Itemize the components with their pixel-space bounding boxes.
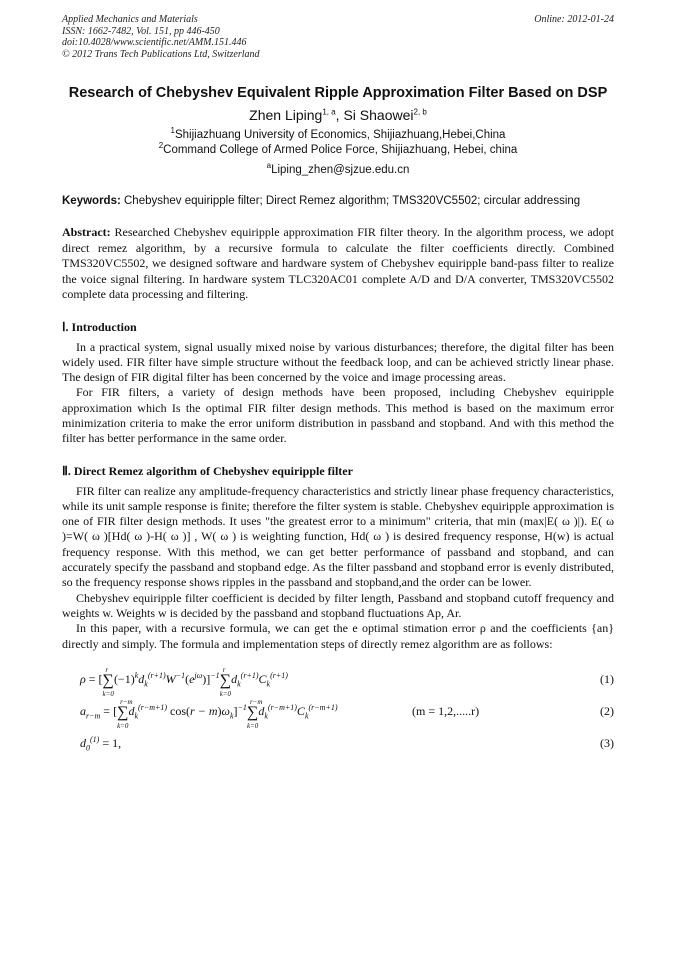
- keywords: [62, 194, 614, 208]
- equation-3-body: $d_0^{(1)} = 1$,: [80, 734, 122, 753]
- equation-number: (3): [600, 735, 614, 750]
- paragraph: In a practical system, signal usually mixed noise by various disturbances; therefore, the digital filter has been widely used. FIR filter have simple structure without the feedback loop, and can be achieved strictly linear phase. The design of FIR digital filter has been concerned by the voice and image processing areas.: [62, 339, 614, 385]
- issn-line: ISSN: 1662-7482, Vol. 151, pp 446-450: [62, 25, 220, 37]
- affiliation-1: [62, 128, 614, 143]
- equation-number: (1): [600, 671, 614, 686]
- affiliation-superscript: 1: [170, 126, 175, 136]
- affiliation-text: Shijiazhuang University of Economics, Shijiazhuang,Hebei,China: [174, 129, 506, 141]
- doi-line: doi:10.4028/www.scientific.net/AMM.151.446: [62, 37, 247, 48]
- journal-header: [62, 14, 614, 60]
- equation-2-condition: (m = 1,2,.....r): [412, 703, 480, 718]
- journal-name: Applied Mechanics and Materials: [62, 14, 198, 25]
- abstract: [62, 225, 614, 303]
- affiliations: [62, 128, 614, 158]
- paper-title: Research of Chebyshev Equivalent Ripple Approximation Filter Based on DSP: [68, 85, 608, 101]
- keywords-text: Chebyshev equiripple filter; Direct Remez algorithm; TMS320VC5502; circular addressing: [124, 195, 581, 207]
- equations: [62, 664, 614, 752]
- email-superscript: a: [266, 161, 272, 171]
- section-heading-remez: Ⅱ. Direct Remez algorithm of Chebyshev equiripple filter: [62, 463, 353, 478]
- online-date: Online: 2012-01-24: [534, 14, 614, 25]
- paragraph: For FIR filters, a variety of design methods have been proposed, including Chebyshev equiripple approximation which Is the optimal FIR filter design methods. This method is based on the maximum error minimization criteria to make the error uniform distribution in passband and stopband. And with this method the filter has better performance in the same order.: [62, 385, 614, 446]
- copyright-line: © 2012 Trans Tech Publications Ltd, Switzerland: [62, 48, 260, 60]
- abstract-text: Researched Chebyshev equiripple approximation FIR filter theory. In the algorithm process, we adopt direct remez algorithm, by a recursive formula to calculate the filter coefficients directly. Combined TMS320VC5502, we designed software and hardware system of Chebyshev equiripple band-pass filter to realize the voice signal filtering. In hardware system TLC320AC01 complete A/D and D/A converter, TMS320VC5502 complete data processing and filtering.: [62, 225, 615, 301]
- affiliation-2: [62, 143, 614, 158]
- paragraph: In this paper, with a recursive formula, we can get the e optimal stimation error ρ and the coefficients {an} directly and simply. The formula and implementation steps of directly remez algorithm are as follows:: [62, 621, 614, 651]
- paragraph: Chebyshev equiripple filter coefficient is decided by filter length, Passband and stopband cutoff frequency and weights w. Weights w is decided by the passband and stopband fluctuations Ap, Ar.: [62, 590, 614, 620]
- author-superscript: 1, a: [322, 107, 336, 117]
- equation-number: (2): [600, 703, 614, 718]
- equation-2: [62, 696, 614, 728]
- author-email: [62, 161, 614, 176]
- author-name: Zhen Liping: [249, 107, 323, 123]
- affiliation-superscript: 2: [158, 141, 164, 151]
- equation-1-body: ρ = [ r ∑ k=0 $(-1)^kd_k^{(r+1)}W^{-1}(e^{j\omega})]^{-1}$ r ∑ k=0 $d_k^{(r+1)}C_k^{(r+1)}$: [80, 665, 288, 698]
- author-line: Zhen Liping$^{1, a}$, Si Shaowei$^{2, b}$: [249, 107, 427, 123]
- abstract-label: Abstract:: [62, 225, 111, 239]
- affiliation-text: Command College of Armed Police Force, Shijiazhuang, Hebei, china: [163, 144, 518, 156]
- paragraph: FIR filter can realize any amplitude-frequency characteristics and strictly linear phase frequency characteristics, while its unit sample response is finite; therefore the filter system is stable. Chebyshev equiripple approximation is one of FIR filter design methods. It uses "the greatest error to a minimum" criteria, that min (max|E( ω )|). E( ω )=W( ω )[Hd( ω )-H( ω )] , W( ω ) is weighting function, Hd( ω ) is desired frequency response, H(w) is actual frequency response. With this method, we can get better performance of passband and stopband, and can accurately specify the passband and stopband edge. As the filter passband and stopband error is evenly distributed, so the frequency response shows ripples in the passband and stopband,and the order can be lower.: [62, 483, 614, 590]
- email-text: Liping_zhen@sjzue.edu.cn: [271, 164, 410, 176]
- paper-page: [62, 14, 614, 752]
- equation-2-body: $a_{r-m}$ = [ r−m ∑ k=0 $d_k^{(r-m+1)}$ $\cos(r - m)\omega_k]^{-1}$ r−m ∑ k=0 $d_k^{(r-m+1)}C_k^{(r-m+1)}$: [80, 697, 338, 730]
- keywords-label: Keywords:: [62, 195, 121, 207]
- author-name: Si Shaowei: [343, 107, 414, 123]
- equation-1: [62, 664, 614, 696]
- equation-3: [62, 728, 614, 752]
- section-heading-introduction: Ⅰ. Introduction: [62, 319, 137, 334]
- author-superscript: 2, b: [413, 107, 427, 117]
